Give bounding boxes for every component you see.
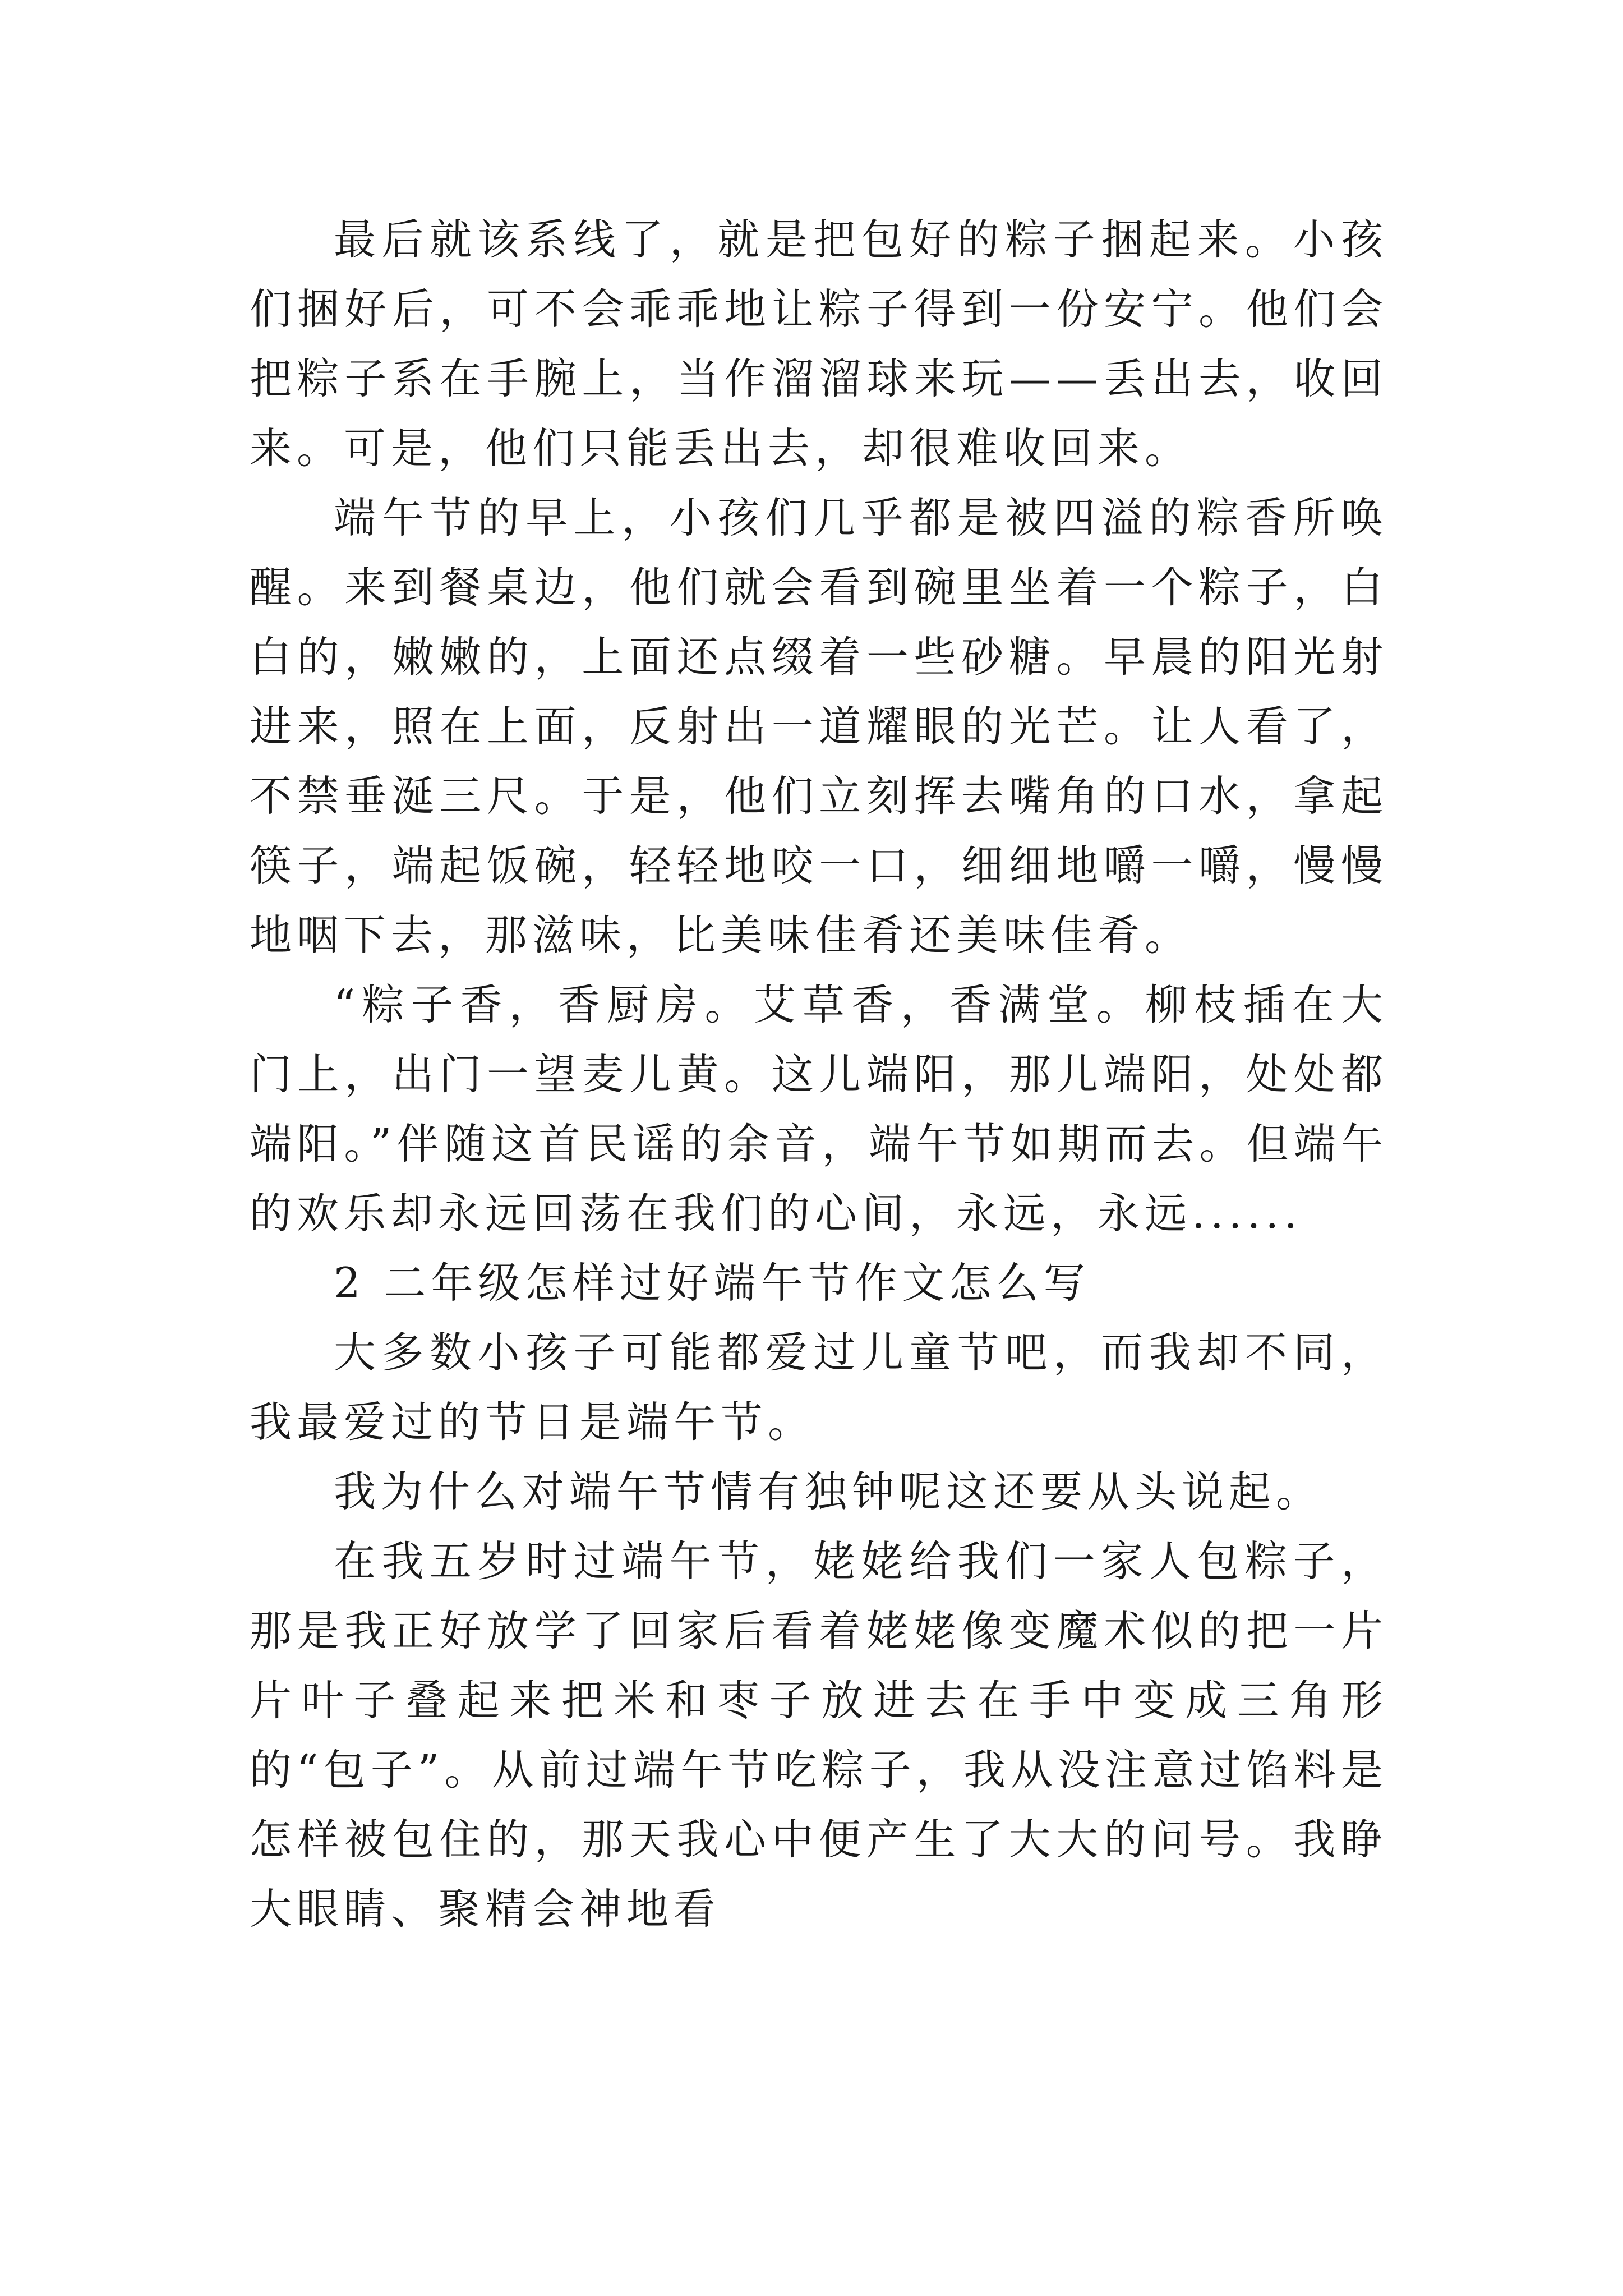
paragraph-grandma-zongzi: 在我五岁时过端午节，姥姥给我们一家人包粽子，那是我正好放学了回家后看着姥姥像变魔术似的把一片片叶子叠起来把米和枣子放进去在手中变成三角形的“包子”。从前过端午节吃粽子，我从没注意过馅料是怎样被包住的，那天我心中便产生了大大的问号。我睁大眼睛、聚精会神地看 [250,1536,1388,1934]
paragraph-tying-zongzi: 最后就该系线了，就是把包好的粽子捆起来。小孩们捆好后，可不会乖乖地让粽子得到一份安宁。他们会把粽子系在手腕上，当作溜溜球来玩——丢出去，收回来。可是，他们只能丢出去，却很难收回来。 [250,215,1388,473]
paragraph-morning-zongzi: 端午节的早上，小孩们几乎都是被四溢的粽香所唤醒。来到餐桌边，他们就会看到碗里坐着一个粽子，白白的，嫩嫩的，上面还点缀着一些砂糖。早晨的阳光射进来，照在上面，反射出一道耀眼的光芒。让人看了，不禁垂涎三尺。于是，他们立刻挥去嘴角的口水，拿起筷子，端起饭碗，轻轻地咬一口，细细地嚼一嚼，慢慢地咽下去，那滋味，比美味佳肴还美味佳肴。 [250,493,1388,960]
paragraph-why: 我为什么对端午节情有独钟呢这还要从头说起。 [334,1467,1324,1516]
article-body [250,205,1388,1944]
paragraph-favorite-festival: 大多数小孩子可能都爱过儿童节吧，而我却不同，我最爱过的节日是端午节。 [250,1328,1388,1447]
paragraph-folk-song: “粽子香，香厨房。艾草香，香满堂。柳枝插在大门上，出门一望麦儿黄。这儿端阳，那儿端阳，处处都端阳。”伴随这首民谣的余音，端午节如期而去。但端午的欢乐却永远回荡在我们的心间，永远，永远...... [250,980,1388,1238]
section-heading: 2 二年级怎样过好端午节作文怎么写 [334,1258,1091,1308]
